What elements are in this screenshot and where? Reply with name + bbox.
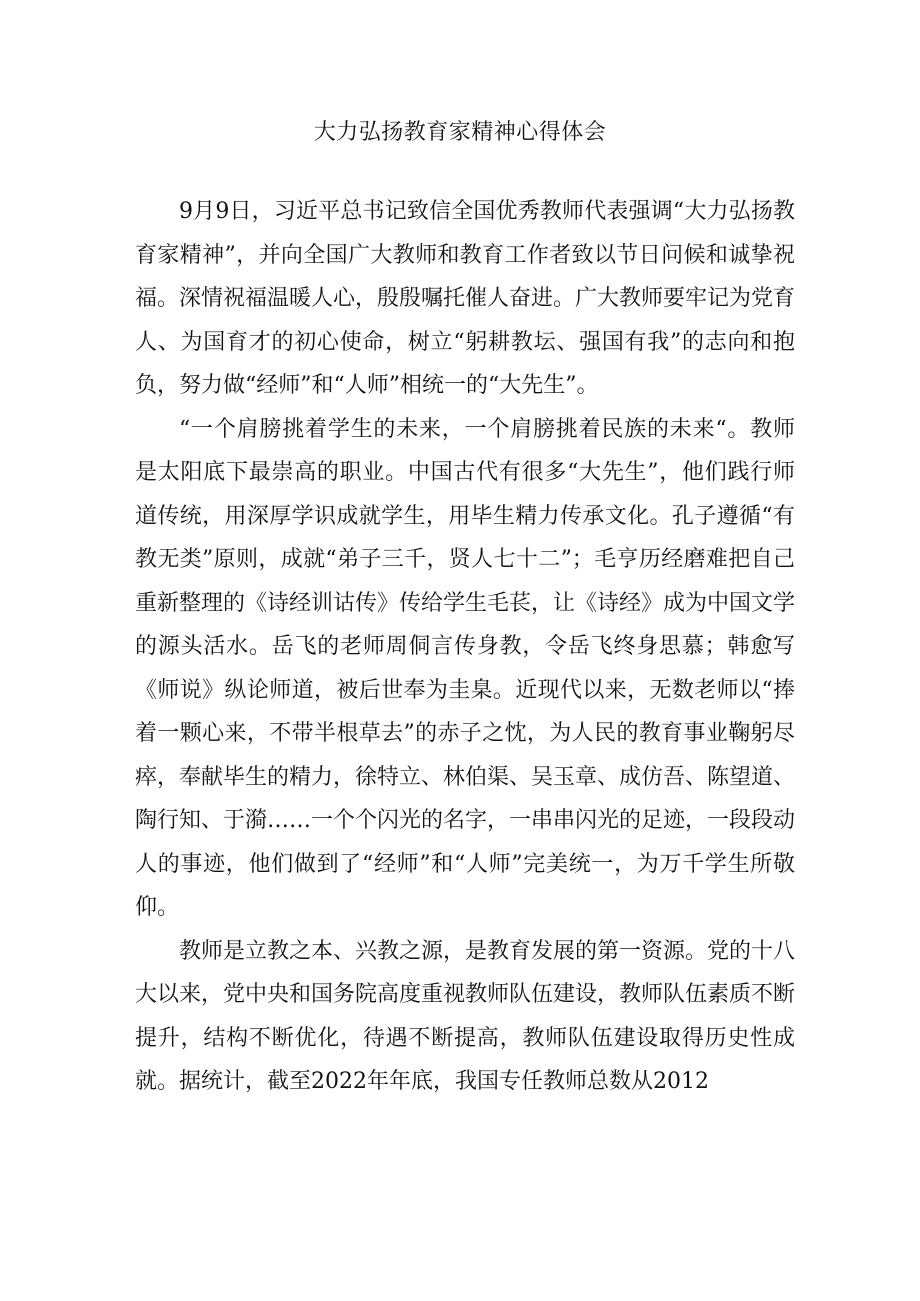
paragraph: 9月9日，习近平总书记致信全国优秀教师代表强调“大力弘扬教育家精神”，并向全国广大教师和教育工作者致以节日问候和诚挚祝福。深情祝福温暖人心，殷殷嘱托催人奋进。广大教师要牢记为党育人、为国育才的初心使命，树立“躬耕教坛、强国有我”的志向和抱负，努力做“经师”和“人师”相统一的“大先生”。 <box>135 199 796 398</box>
paragraph: 教师是立教之本、兴教之源，是教育发展的第一资源。党的十八大以来，党中央和国务院高度重视教师队伍建设，教师队伍素质不断提升，结构不断优化，待遇不断提高，教师队伍建设取得历史性成就。据统计，截至2022年年底，我国专任教师总数从2012 <box>135 938 796 1094</box>
document-title: 大力弘扬教育家精神心得体会 <box>313 120 607 145</box>
paragraph: “一个肩膀挑着学生的未来，一个肩膀挑着民族的未来“。教师是太阳底下最崇高的职业。中国古代有很多“大先生”，他们践行师道传统，用深厚学识成就学生，用毕生精力传承文化。孔子遵循“有教无类”原则，成就“弟子三千，贤人七十二”；毛亨历经磨难把自己重新整理的《诗经训诂传》传给学生毛苌，让《诗经》成为中国文学的源头活水。岳飞的老师周侗言传身教，令岳飞终身思慕；韩愈写《师说》纵论师道，被后世奉为圭臬。近现代以来，无数老师以“捧着一颗心来，不带半根草去”的赤子之忱，为人民的教育事业鞠躬尽瘁，奉献毕生的精力，徐特立、林伯渠、吴玉章、成仿吾、陈望道、陶行知、于漪……一个个闪光的名字，一串串闪光的足迹，一段段动人的事迹，他们做到了“经师”和“人师”完美统一，为万千学生所敬仰。 <box>135 416 796 920</box>
document-body <box>135 190 795 1104</box>
